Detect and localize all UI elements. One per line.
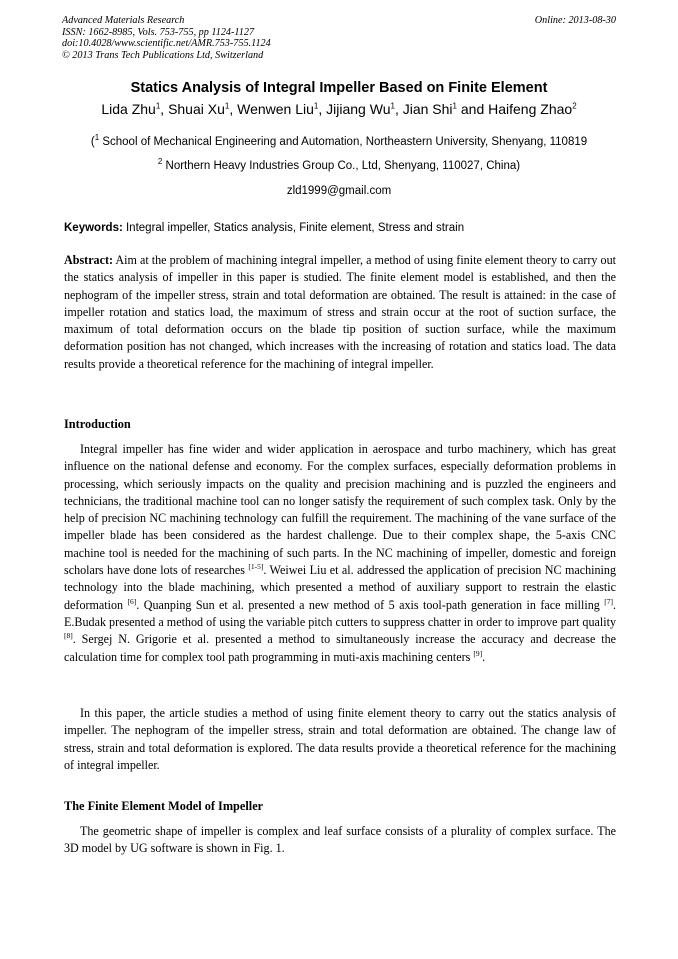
citation[interactable]: [9] (473, 648, 483, 658)
author: Haifeng Zhao$^2$ (488, 101, 577, 117)
citation[interactable]: [7] (604, 596, 613, 606)
doi-line[interactable]: doi:10.4028/www.scientific.net/AMR.753-755.1124 (62, 38, 271, 49)
introduction-paragraph-1: Integral impeller has fine wider and wider application in aerospace and turbo machinery, which has great influence on the national defense and economy. For the complex surfaces, especially deformation problems in processing, which seriously impacts on the quality and precision machining and is puzzled the engineers and technicians, the traditional machine tool can no longer satisfy the requirement of such complex task. Only by the help of precision NC machining technology can fulfill the requirement. The machining of the vane surface of the impeller blade has been considered as the hardest challenge. Due to their complex shape, the 5-axis CNC machine tool is needed for the machining of such parts. In the NC machining of impeller, domestic and foreign scholars have done lots of researches [1-5]. Weiwei Liu et al. addressed the application of precision NC machining technology into the blade machining, which presented a method of auxiliary support to restrain the elastic deformation [6]. Quanping Sun et al. presented a new method of 5 axis tool-path generation in face milling [7]. E.Budak presented a method of using the variable pitch cutters to suppress chatter in order to improve part quality [8]. Sergej N. Grigorie et al. presented a method to simultaneously increase the accuracy and decrease the calculation time for complex tool path programming in muti-axis machining centers [9]. (64, 442, 617, 664)
citation[interactable]: [6] (127, 596, 137, 606)
author: Jian Shi$^1$ and (402, 101, 489, 117)
online-date: Online: 2013-08-30 (534, 15, 616, 26)
author-email[interactable]: zld1999@gmail.com (286, 185, 392, 197)
journal-name: Advanced Materials Research (62, 15, 185, 26)
citation[interactable]: [8] (64, 631, 73, 641)
author: Shuai Xu$^1$, (168, 101, 238, 117)
keywords-text: Integral impeller, Statics analysis, Finite element, Stress and strain (122, 222, 465, 234)
keywords-label: Keywords: (64, 222, 123, 234)
author: Lida Zhu$^1$, (101, 101, 169, 117)
journal-header (62, 15, 616, 61)
abstract (64, 252, 616, 373)
keywords (64, 222, 616, 234)
copyright-line: © 2013 Trans Tech Publications Ltd, Switzerland (62, 49, 264, 61)
author-list (62, 101, 616, 117)
author: Wenwen Liu$^1$, (237, 101, 327, 117)
introduction-paragraph-2: In this paper, the article studies a method of using finite element theory to carry out the statics analysis of impeller. The nephogram of the impeller stress, strain and total deformation are obtained. The change law of stress, strain and total deformation is explored. The data results provide a theoretical reference for the machining of integral impeller. (64, 706, 616, 772)
fem-paragraph-1: The geometric shape of impeller is complex and leaf surface consists of a plurality of complex surface. The 3D model by UG software is shown in Fig. 1. (64, 824, 616, 856)
citation[interactable]: [1-5] (248, 562, 264, 572)
author: Jijiang Wu$^1$, (326, 101, 403, 117)
abstract-text: Aim at the problem of machining integral impeller, a method of using finite element theory to carry out the statics analysis of impeller in this paper is studied. The finite element model is established, and then the nephogram of the impeller stress, strain and total deformation are obtained. The result is attained: in the case of impeller rotation and statics load, the maximum of stress and strain occur at the root of suction surface, the maximum of total deformation occurs on the blade tip position of suction surface, while the maximum deformation position has not changed, which increases with the increasing of rotation and statics load. The data results provide a theoretical reference for the machining of integral impeller. (64, 253, 616, 371)
affiliation-2: $^2$ Northern Heavy Industries Group Co., Ltd, Shenyang, 110027, China) (157, 157, 521, 172)
abstract-label: Abstract: (64, 253, 114, 267)
issn-line: ISSN: 1662-8985, Vols. 753-755, pp 1124-1127 (62, 26, 255, 38)
section-heading-fem-model: The Finite Element Model of Impeller (64, 799, 264, 813)
paper-title: Statics Analysis of Integral Impeller Based on Finite Element (130, 80, 548, 96)
affiliation-1: ($^1$ School of Mechanical Engineering and Automation, Northeastern University, Shenyang, 110819 (90, 133, 588, 148)
section-heading-introduction: Introduction (64, 417, 131, 431)
